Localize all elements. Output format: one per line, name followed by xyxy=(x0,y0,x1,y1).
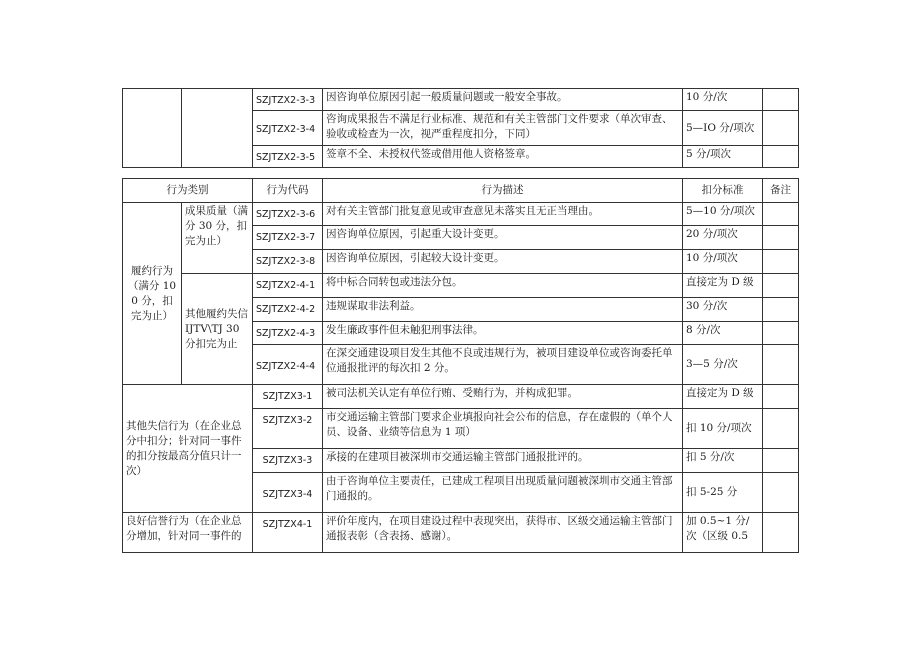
subcategory-cell xyxy=(182,89,253,168)
behavior-code: SZJTZX2-3-6 xyxy=(253,203,323,226)
deduction-standard: 扣 10 分/项次 xyxy=(683,409,763,449)
behavior-code: SZJTZX2-4-2 xyxy=(253,298,323,322)
group-other-dishonest: 其他失信行为（在企业总分中扣分；针对同一事件的扣分按最高分值只计一次） xyxy=(123,385,253,513)
deduction-standard: 20 分/项次 xyxy=(683,226,763,250)
note-cell xyxy=(763,89,799,111)
top-table xyxy=(122,88,799,168)
deduction-standard: 5 分/项次 xyxy=(683,146,763,168)
note-cell xyxy=(763,473,799,513)
note-cell xyxy=(763,203,799,226)
subgroup-quality: 成果质量（满分 30 分，扣完为止） xyxy=(182,203,253,274)
behavior-description: 由于咨询单位主要责任，已建成工程项目出现质量问题被深圳市交通主管部门通报的。 xyxy=(323,473,683,513)
deduction-standard: 5—10 分/项次 xyxy=(683,203,763,226)
deduction-standard: 扣 5 分/次 xyxy=(683,449,763,473)
note-cell xyxy=(763,298,799,322)
behavior-code: SZJTZX2-3-3 xyxy=(253,89,323,111)
behavior-code: SZJTZX4-1 xyxy=(253,513,323,553)
header-note: 备注 xyxy=(763,179,799,203)
note-cell xyxy=(763,345,799,385)
header-score: 扣分标准 xyxy=(683,179,763,203)
behavior-description: 因咨询单位原因，引起重大设计变更。 xyxy=(323,226,683,250)
note-cell xyxy=(763,274,799,298)
behavior-code: SZJTZX3-2 xyxy=(253,409,323,449)
deduction-standard: 直接定为 D 级 xyxy=(683,385,763,409)
behavior-description: 因咨询单位原因引起一般质量问题或一般安全事故。 xyxy=(323,89,683,111)
note-cell xyxy=(763,322,799,345)
header-description: 行为描述 xyxy=(323,179,683,203)
category-cell xyxy=(123,89,182,168)
group-performance: 履约行为（满分 100 分，扣完为止） xyxy=(123,203,182,385)
deduction-standard: 直接定为 D 级 xyxy=(683,274,763,298)
behavior-code: SZJTZX3-4 xyxy=(253,473,323,513)
table-row xyxy=(123,385,799,409)
deduction-standard: 加 0.5~1 分/次（区级 0.5 xyxy=(683,513,763,553)
behavior-description: 咨询成果报告不满足行业标准、规范和有关主管部门文件要求（单次审查、验收或检查为一次，视严重程度扣分，下同） xyxy=(323,111,683,146)
behavior-code: SZJTZX3-1 xyxy=(253,385,323,409)
behavior-description: 在深交通建设项目发生其他不良或违规行为，被项目建设单位或咨询委托单位通报批评的每次扣 2 分。 xyxy=(323,345,683,385)
note-cell xyxy=(763,146,799,168)
deduction-standard: 8 分/次 xyxy=(683,322,763,345)
deduction-standard: 5—IO 分/项次 xyxy=(683,111,763,146)
header-row xyxy=(123,179,799,203)
table-row xyxy=(123,89,799,111)
deduction-standard: 扣 5-25 分 xyxy=(683,473,763,513)
header-code: 行为代码 xyxy=(253,179,323,203)
main-table xyxy=(122,178,799,553)
note-cell xyxy=(763,226,799,250)
note-cell xyxy=(763,250,799,274)
note-cell xyxy=(763,513,799,553)
table-row xyxy=(123,203,799,226)
behavior-description: 因咨询单位原因，引起较大设计变更。 xyxy=(323,250,683,274)
table-row xyxy=(123,513,799,553)
table-row xyxy=(123,274,799,298)
behavior-code: SZJTZX2-3-8 xyxy=(253,250,323,274)
note-cell xyxy=(763,385,799,409)
behavior-description: 违规谋取非法利益。 xyxy=(323,298,683,322)
group-good-credit: 良好信誉行为（在企业总分增加，针对同一事件的 xyxy=(123,513,253,553)
deduction-standard: 3—5 分/次 xyxy=(683,345,763,385)
behavior-code: SZJTZX3-3 xyxy=(253,449,323,473)
behavior-description: 将中标合同转包或违法分包。 xyxy=(323,274,683,298)
deduction-standard: 30 分/次 xyxy=(683,298,763,322)
deduction-standard: 10 分/项次 xyxy=(683,250,763,274)
behavior-description: 承接的在建项目被深圳市交通运输主管部门通报批评的。 xyxy=(323,449,683,473)
note-cell xyxy=(763,409,799,449)
behavior-code: SZJTZX2-4-1 xyxy=(253,274,323,298)
behavior-code: SZJTZX2-3-4 xyxy=(253,111,323,146)
behavior-code: SZJTZX2-4-4 xyxy=(253,345,323,385)
behavior-description: 发生廉政事件但未触犯刑事法律。 xyxy=(323,322,683,345)
behavior-description: 被司法机关认定有单位行贿、受贿行为，并构成犯罪。 xyxy=(323,385,683,409)
header-category: 行为类别 xyxy=(123,179,253,203)
behavior-description: 市交通运输主管部门要求企业填报向社会公布的信息，存在虚假的（单个人员、设备、业绩等信息为 1 项） xyxy=(323,409,683,449)
behavior-description: 签章不全、未授权代签或借用他人资格签章。 xyxy=(323,146,683,168)
behavior-code: SZJTZX2-4-3 xyxy=(253,322,323,345)
note-cell xyxy=(763,111,799,146)
behavior-description: 评价年度内，在项目建设过程中表现突出，获得市、区级交通运输主管部门通报表彰（含表扬、感谢）。 xyxy=(323,513,683,553)
note-cell xyxy=(763,449,799,473)
behavior-code: SZJTZX2-3-5 xyxy=(253,146,323,168)
behavior-code: SZJTZX2-3-7 xyxy=(253,226,323,250)
deduction-standard: 10 分/次 xyxy=(683,89,763,111)
behavior-description: 对有关主管部门批复意见或审查意见未落实且无正当理由。 xyxy=(323,203,683,226)
subgroup-other-performance: 其他履约失信IJTV\TJ 30 分扣完为止 xyxy=(182,274,253,385)
